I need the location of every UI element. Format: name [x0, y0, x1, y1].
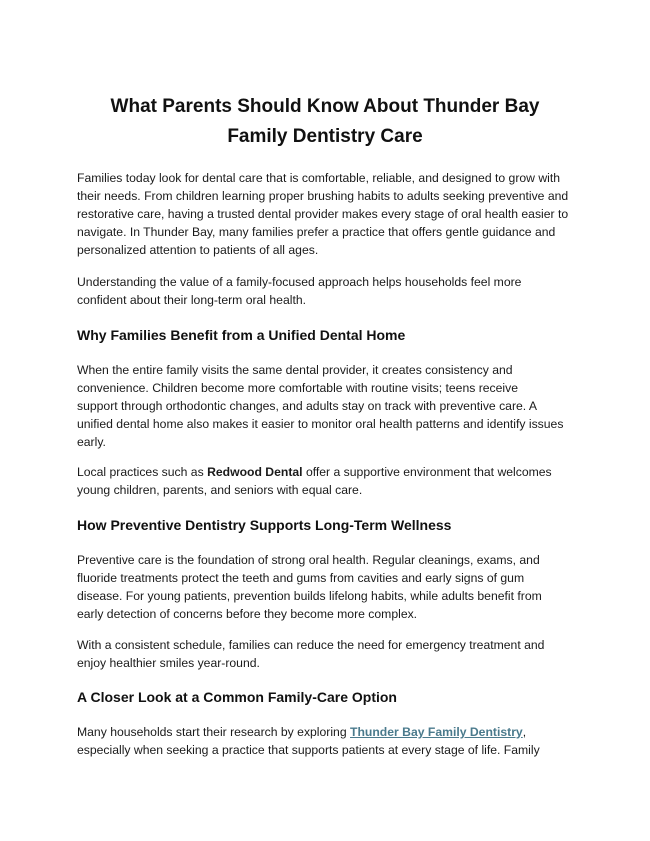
paragraph	[77, 273, 597, 309]
text-line: Understanding the value of a family-focused approach helps households feel more	[77, 275, 522, 289]
thunder-bay-family-dentistry-link[interactable]: Thunder Bay Family Dentistry	[350, 725, 523, 739]
title-line: Family Dentistry Care	[227, 126, 423, 147]
text-line	[77, 463, 597, 481]
text-line: support through orthodontic changes, and adults stay on track with preventive care. A	[77, 399, 538, 413]
paragraph	[77, 551, 597, 623]
text-line: personalized attention to patients of all ages.	[77, 243, 319, 257]
text-line: unified dental home also makes it easier to monitor oral health patterns and identify issues	[77, 417, 564, 431]
section-heading: How Preventive Dentistry Supports Long-Term Wellness	[77, 517, 452, 533]
text-line: early detection of concerns before they become more complex.	[77, 607, 418, 621]
text-line: restorative care, having a trusted dental provider makes every stage of oral health easier to	[77, 207, 569, 221]
text: ,	[522, 725, 527, 739]
text-line	[77, 723, 597, 741]
text: Many households start their research by exploring	[77, 725, 351, 739]
section-heading: A Closer Look at a Common Family-Care Option	[77, 689, 397, 705]
text-line: confident about their long-term oral health.	[77, 293, 306, 307]
text-line: enjoy healthier smiles year-round.	[77, 656, 260, 670]
text-line: especially when seeking a practice that supports patients at every stage of life. Family	[77, 743, 540, 757]
text-line: early.	[77, 435, 106, 449]
title-line: What Parents Should Know About Thunder Bay	[110, 96, 540, 117]
text-line: Preventive care is the foundation of strong oral health. Regular cleanings, exams, and	[77, 553, 540, 567]
text-line: When the entire family visits the same dental provider, it creates consistency and	[77, 363, 513, 377]
section-heading: Why Families Benefit from a Unified Dental Home	[77, 327, 406, 343]
text-line: With a consistent schedule, families can reduce the need for emergency treatment and	[77, 638, 545, 652]
paragraph	[77, 463, 597, 499]
text: Local practices such as	[77, 465, 208, 479]
practice-name: Redwood Dental	[207, 465, 303, 479]
document-title	[0, 92, 650, 152]
paragraph	[77, 361, 597, 451]
paragraph	[77, 723, 597, 759]
text-line: navigate. In Thunder Bay, many families prefer a practice that offers gentle guidance and	[77, 225, 556, 239]
text-line: their needs. From children learning proper brushing habits to adults seeking preventive and	[77, 189, 569, 203]
text-line: young children, parents, and seniors with equal care.	[77, 483, 363, 497]
text-line: Families today look for dental care that is comfortable, reliable, and designed to grow with	[77, 171, 561, 185]
text-line: convenience. Children become more comfortable with routine visits; teens receive	[77, 381, 518, 395]
intro-paragraph	[77, 169, 597, 259]
text: offer a supportive environment that welcomes	[302, 465, 552, 479]
text-line: fluoride treatments protect the teeth and gums from cavities and early signs of gum	[77, 571, 525, 585]
text-line: disease. For young patients, prevention builds lifelong habits, while adults benefit from	[77, 589, 542, 603]
paragraph	[77, 636, 597, 672]
